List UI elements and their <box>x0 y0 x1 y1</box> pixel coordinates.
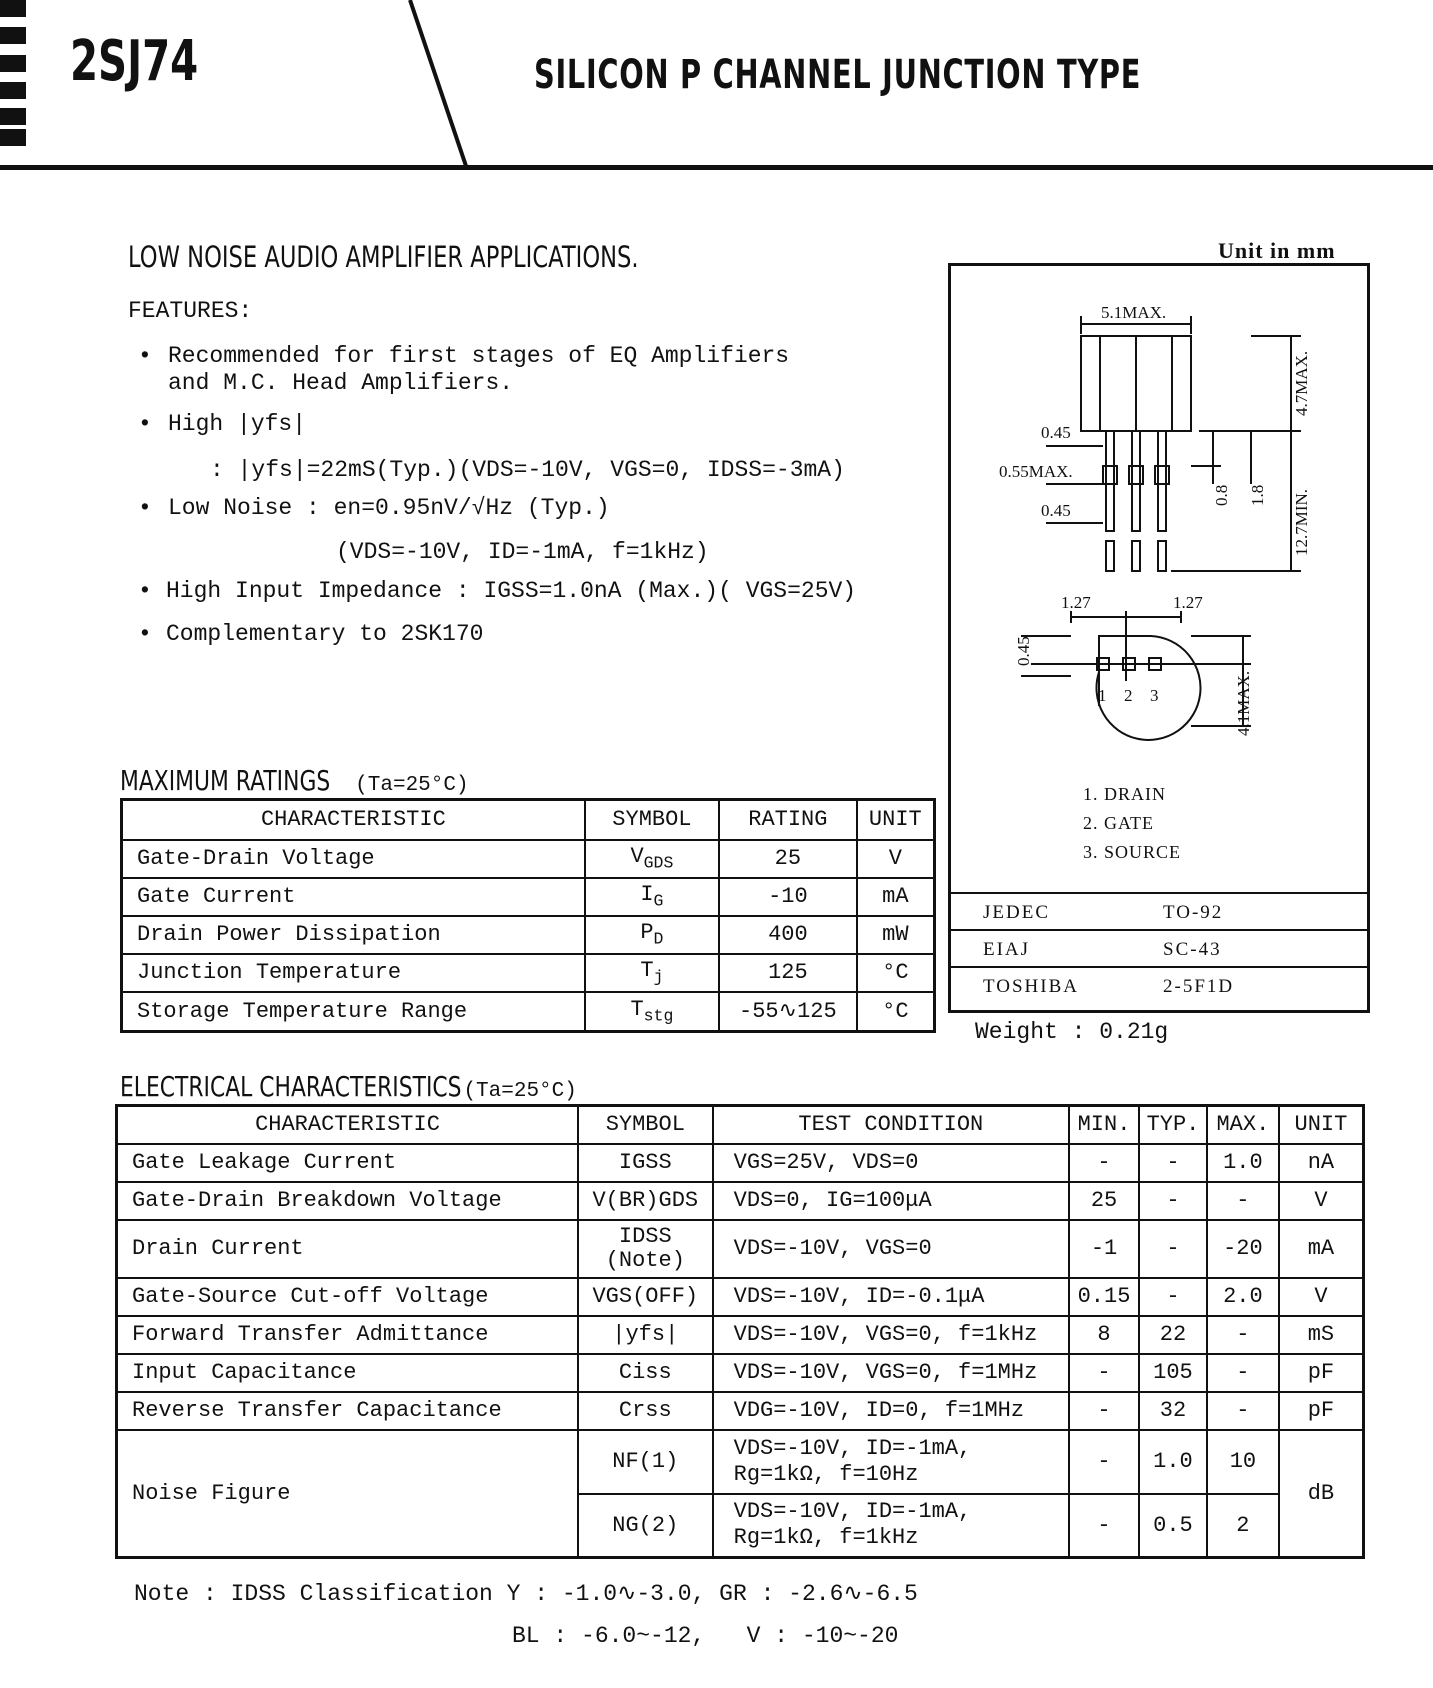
part-number: 2SJ74 <box>70 29 199 94</box>
condition-cell <box>713 1430 1069 1494</box>
symbol-sub: stg <box>643 1006 674 1026</box>
symbol-main: T <box>630 997 644 1023</box>
unit-cell: nA <box>1279 1144 1364 1182</box>
characteristic-cell: Junction Temperature <box>122 954 585 992</box>
bullet: • <box>138 343 152 369</box>
symbol-main: IDSS <box>618 1223 672 1249</box>
rating-cell: 125 <box>719 954 857 992</box>
column-header: TEST CONDITION <box>713 1106 1069 1144</box>
symbol-cell: IGSS <box>578 1144 713 1182</box>
symbol-cell: NF(1) <box>578 1430 713 1494</box>
standard-code: 2-5F1D <box>1163 976 1235 997</box>
dim-lead-len: 12.7MIN. <box>1292 488 1311 556</box>
standard-row <box>951 929 1367 968</box>
standard-org: JEDEC <box>983 902 1050 923</box>
table-row <box>117 1182 1364 1220</box>
typ-cell: - <box>1139 1278 1207 1316</box>
package-weight: Weight : 0.21g <box>975 1019 1169 1045</box>
column-header: CHARACTERISTIC <box>117 1106 578 1144</box>
symbol-cell: VGS(OFF) <box>578 1278 713 1316</box>
header-bar-mark <box>0 0 26 17</box>
column-header: SYMBOL <box>578 1106 713 1144</box>
header-bar-mark <box>0 108 26 125</box>
symbol-cell: NG(2) <box>578 1494 713 1558</box>
column-header: CHARACTERISTIC <box>122 800 585 840</box>
symbol-main: P <box>640 920 654 946</box>
symbol-note: (Note) <box>605 1247 685 1273</box>
header-bar-mark <box>0 82 26 99</box>
symbol-sub: j <box>653 967 664 987</box>
table-row <box>117 1354 1364 1392</box>
unit-cell: dB <box>1279 1430 1364 1558</box>
symbol-main: I <box>640 882 654 908</box>
max-cell: 2.0 <box>1207 1278 1279 1316</box>
header-bar-mark <box>0 55 26 72</box>
feature-text: High Input Impedance : IGSS=1.0nA (Max.)( VGS=25V) <box>166 578 857 604</box>
features-heading: FEATURES: <box>128 298 253 324</box>
bullet: • <box>138 411 152 437</box>
standard-org: TOSHIBA <box>983 976 1079 997</box>
electrical-condition: (Ta=25°C) <box>463 1080 577 1103</box>
pin-label: 1. DRAIN <box>1083 784 1166 804</box>
package-drawing <box>951 266 1367 826</box>
symbol-sub: GDS <box>643 853 674 873</box>
typ-cell: - <box>1139 1220 1207 1278</box>
table-row <box>122 878 935 916</box>
min-cell: - <box>1069 1494 1139 1558</box>
condition-cell: VDS=-10V, VGS=0 <box>713 1220 1069 1278</box>
unit-cell: mS <box>1279 1316 1364 1354</box>
condition-line: Rg=1kΩ, f=10Hz <box>733 1461 919 1487</box>
characteristic-cell: Gate-Drain Breakdown Voltage <box>117 1182 578 1220</box>
electrical-heading <box>120 1070 577 1103</box>
typ-cell: - <box>1139 1144 1207 1182</box>
pin-number: 1 <box>1098 686 1107 705</box>
characteristic-cell: Forward Transfer Admittance <box>117 1316 578 1354</box>
max-cell: - <box>1207 1316 1279 1354</box>
max-cell: - <box>1207 1182 1279 1220</box>
table-row <box>117 1278 1364 1316</box>
typ-cell: 22 <box>1139 1316 1207 1354</box>
unit-cell: pF <box>1279 1392 1364 1430</box>
min-cell: - <box>1069 1144 1139 1182</box>
condition-cell: VDS=0, IG=100μA <box>713 1182 1069 1220</box>
typ-cell: - <box>1139 1182 1207 1220</box>
feature-text: High |yfs| <box>168 411 307 437</box>
column-header: UNIT <box>857 800 935 840</box>
table-row <box>117 1316 1364 1354</box>
characteristic-cell: Gate Leakage Current <box>117 1144 578 1182</box>
min-cell: - <box>1069 1392 1139 1430</box>
standard-code: SC-43 <box>1163 939 1222 960</box>
pin-label: 3. SOURCE <box>1083 842 1182 862</box>
unit-cell: V <box>857 840 935 878</box>
symbol-main: V <box>630 844 644 870</box>
table-row <box>122 992 935 1032</box>
dim-18: 1.8 <box>1248 484 1267 506</box>
condition-line: VDS=-10V, ID=-1mA, <box>733 1435 972 1461</box>
symbol-cell <box>585 840 719 878</box>
dim-depth: 4.1MAX. <box>1234 670 1253 736</box>
classification-note-line2: BL : -6.0~-12, V : -10~-20 <box>512 1623 899 1649</box>
dim-width: 5.1MAX. <box>1101 303 1167 322</box>
dim-height: 4.7MAX. <box>1292 350 1311 416</box>
bullet: • <box>138 621 152 647</box>
max-cell: -20 <box>1207 1220 1279 1278</box>
column-header: UNIT <box>1279 1106 1364 1144</box>
column-header: RATING <box>719 800 857 840</box>
max-cell: - <box>1207 1354 1279 1392</box>
dim-lead-w3: 0.45 <box>1041 501 1071 520</box>
characteristic-cell: Noise Figure <box>117 1430 578 1558</box>
package-outline-box <box>948 263 1370 1013</box>
dim-side: 0.45 <box>1014 636 1033 666</box>
condition-cell: VDS=-10V, VGS=0, f=1MHz <box>713 1354 1069 1392</box>
dim-pitch2: 1.27 <box>1173 593 1203 612</box>
standard-row <box>951 892 1367 931</box>
symbol-cell: V(BR)GDS <box>578 1182 713 1220</box>
standard-org: EIAJ <box>983 939 1031 960</box>
column-header: TYP. <box>1139 1106 1207 1144</box>
min-cell: - <box>1069 1354 1139 1392</box>
pin-label: 2. GATE <box>1083 813 1154 833</box>
feature-text: Low Noise : en=0.95nV/√Hz (Typ.) <box>168 495 610 521</box>
min-cell: 0.15 <box>1069 1278 1139 1316</box>
unit-cell: V <box>1279 1278 1364 1316</box>
symbol-cell <box>585 878 719 916</box>
table-row <box>117 1430 1364 1494</box>
typ-cell: 1.0 <box>1139 1430 1207 1494</box>
standard-row <box>951 966 1367 1005</box>
rating-cell: -55∿125 <box>719 992 857 1032</box>
classification-note: Note : IDSS Classification Y : -1.0∿-3.0, GR : -2.6∿-6.5 <box>134 1581 918 1607</box>
characteristic-cell: Input Capacitance <box>117 1354 578 1392</box>
dim-lead-w2: 0.55MAX. <box>999 462 1073 481</box>
min-cell: 25 <box>1069 1182 1139 1220</box>
table-row <box>122 916 935 954</box>
table-header-row <box>122 800 935 840</box>
condition-line: Rg=1kΩ, f=1kHz <box>733 1525 919 1551</box>
symbol-sub: G <box>653 891 664 911</box>
characteristic-cell: Reverse Transfer Capacitance <box>117 1392 578 1430</box>
unit-note: Unit in mm <box>1218 238 1336 263</box>
max-cell: 1.0 <box>1207 1144 1279 1182</box>
header-bar-mark <box>0 129 26 146</box>
table-row <box>117 1144 1364 1182</box>
symbol-cell <box>585 992 719 1032</box>
electrical-table <box>115 1104 1365 1559</box>
characteristic-cell: Gate Current <box>122 878 585 916</box>
rating-cell: -10 <box>719 878 857 916</box>
table-row <box>117 1220 1364 1278</box>
dim-08: 0.8 <box>1212 484 1231 506</box>
max-cell: - <box>1207 1392 1279 1430</box>
header-bar-mark <box>0 27 26 44</box>
unit-cell: mA <box>1279 1220 1364 1278</box>
min-cell: -1 <box>1069 1220 1139 1278</box>
max-ratings-table <box>120 798 936 1033</box>
condition-cell: VDG=-10V, ID=0, f=1MHz <box>713 1392 1069 1430</box>
symbol-cell: |yfs| <box>578 1316 713 1354</box>
characteristic-cell: Drain Current <box>117 1220 578 1278</box>
electrical-title: ELECTRICAL CHARACTERISTICS <box>120 1070 462 1103</box>
max-cell: 2 <box>1207 1494 1279 1558</box>
unit-cell: °C <box>857 954 935 992</box>
symbol-cell <box>585 954 719 992</box>
pin-number: 3 <box>1150 686 1159 705</box>
condition-cell: VDS=-10V, VGS=0, f=1kHz <box>713 1316 1069 1354</box>
unit-cell: mA <box>857 878 935 916</box>
application-title: LOW NOISE AUDIO AMPLIFIER APPLICATIONS. <box>128 240 639 274</box>
min-cell: 8 <box>1069 1316 1139 1354</box>
header-slash-line <box>400 0 480 168</box>
feature-text: (VDS=-10V, ID=-1mA, f=1kHz) <box>336 539 709 565</box>
condition-cell <box>713 1494 1069 1558</box>
table-row <box>117 1392 1364 1430</box>
symbol-main: T <box>640 958 654 984</box>
bullet: • <box>138 578 152 604</box>
condition-cell: VDS=-10V, ID=-0.1μA <box>713 1278 1069 1316</box>
symbol-cell: Ciss <box>578 1354 713 1392</box>
characteristic-cell: Drain Power Dissipation <box>122 916 585 954</box>
symbol-cell: Crss <box>578 1392 713 1430</box>
characteristic-cell: Storage Temperature Range <box>122 992 585 1032</box>
table-row <box>122 954 935 992</box>
max-cell: 10 <box>1207 1430 1279 1494</box>
feature-text: Recommended for first stages of EQ Amplifiers <box>168 343 790 369</box>
unit-cell: pF <box>1279 1354 1364 1392</box>
typ-cell: 105 <box>1139 1354 1207 1392</box>
page-subtitle: SILICON P CHANNEL JUNCTION TYPE <box>534 52 1142 98</box>
characteristic-cell: Gate-Source Cut-off Voltage <box>117 1278 578 1316</box>
feature-text: and M.C. Head Amplifiers. <box>168 370 514 396</box>
symbol-cell <box>585 916 719 954</box>
column-header: MIN. <box>1069 1106 1139 1144</box>
max-ratings-condition: (Ta=25°C) <box>355 774 469 797</box>
typ-cell: 32 <box>1139 1392 1207 1430</box>
rating-cell: 400 <box>719 916 857 954</box>
dim-lead-w1: 0.45 <box>1041 423 1071 442</box>
column-header: MAX. <box>1207 1106 1279 1144</box>
bullet: • <box>138 495 152 521</box>
min-cell: - <box>1069 1430 1139 1494</box>
characteristic-cell: Gate-Drain Voltage <box>122 840 585 878</box>
max-ratings-heading <box>120 764 469 797</box>
dim-pitch1: 1.27 <box>1061 593 1091 612</box>
table-header-row <box>117 1106 1364 1144</box>
pin-number: 2 <box>1124 686 1133 705</box>
symbol-sub: D <box>653 929 664 949</box>
typ-cell: 0.5 <box>1139 1494 1207 1558</box>
rating-cell: 25 <box>719 840 857 878</box>
condition-cell: VGS=25V, VDS=0 <box>713 1144 1069 1182</box>
unit-cell: V <box>1279 1182 1364 1220</box>
standard-code: TO-92 <box>1163 902 1224 923</box>
column-header: SYMBOL <box>585 800 719 840</box>
condition-line: VDS=-10V, ID=-1mA, <box>733 1499 972 1525</box>
header-rule <box>0 165 1433 170</box>
feature-text: Complementary to 2SK170 <box>166 621 484 647</box>
table-row <box>122 840 935 878</box>
max-ratings-title: MAXIMUM RATINGS <box>120 764 331 797</box>
unit-cell: °C <box>857 992 935 1032</box>
symbol-cell <box>578 1220 713 1278</box>
feature-text: : |yfs|=22mS(Typ.)(VDS=-10V, VGS=0, IDSS=-3mA) <box>210 457 845 483</box>
unit-cell: mW <box>857 916 935 954</box>
